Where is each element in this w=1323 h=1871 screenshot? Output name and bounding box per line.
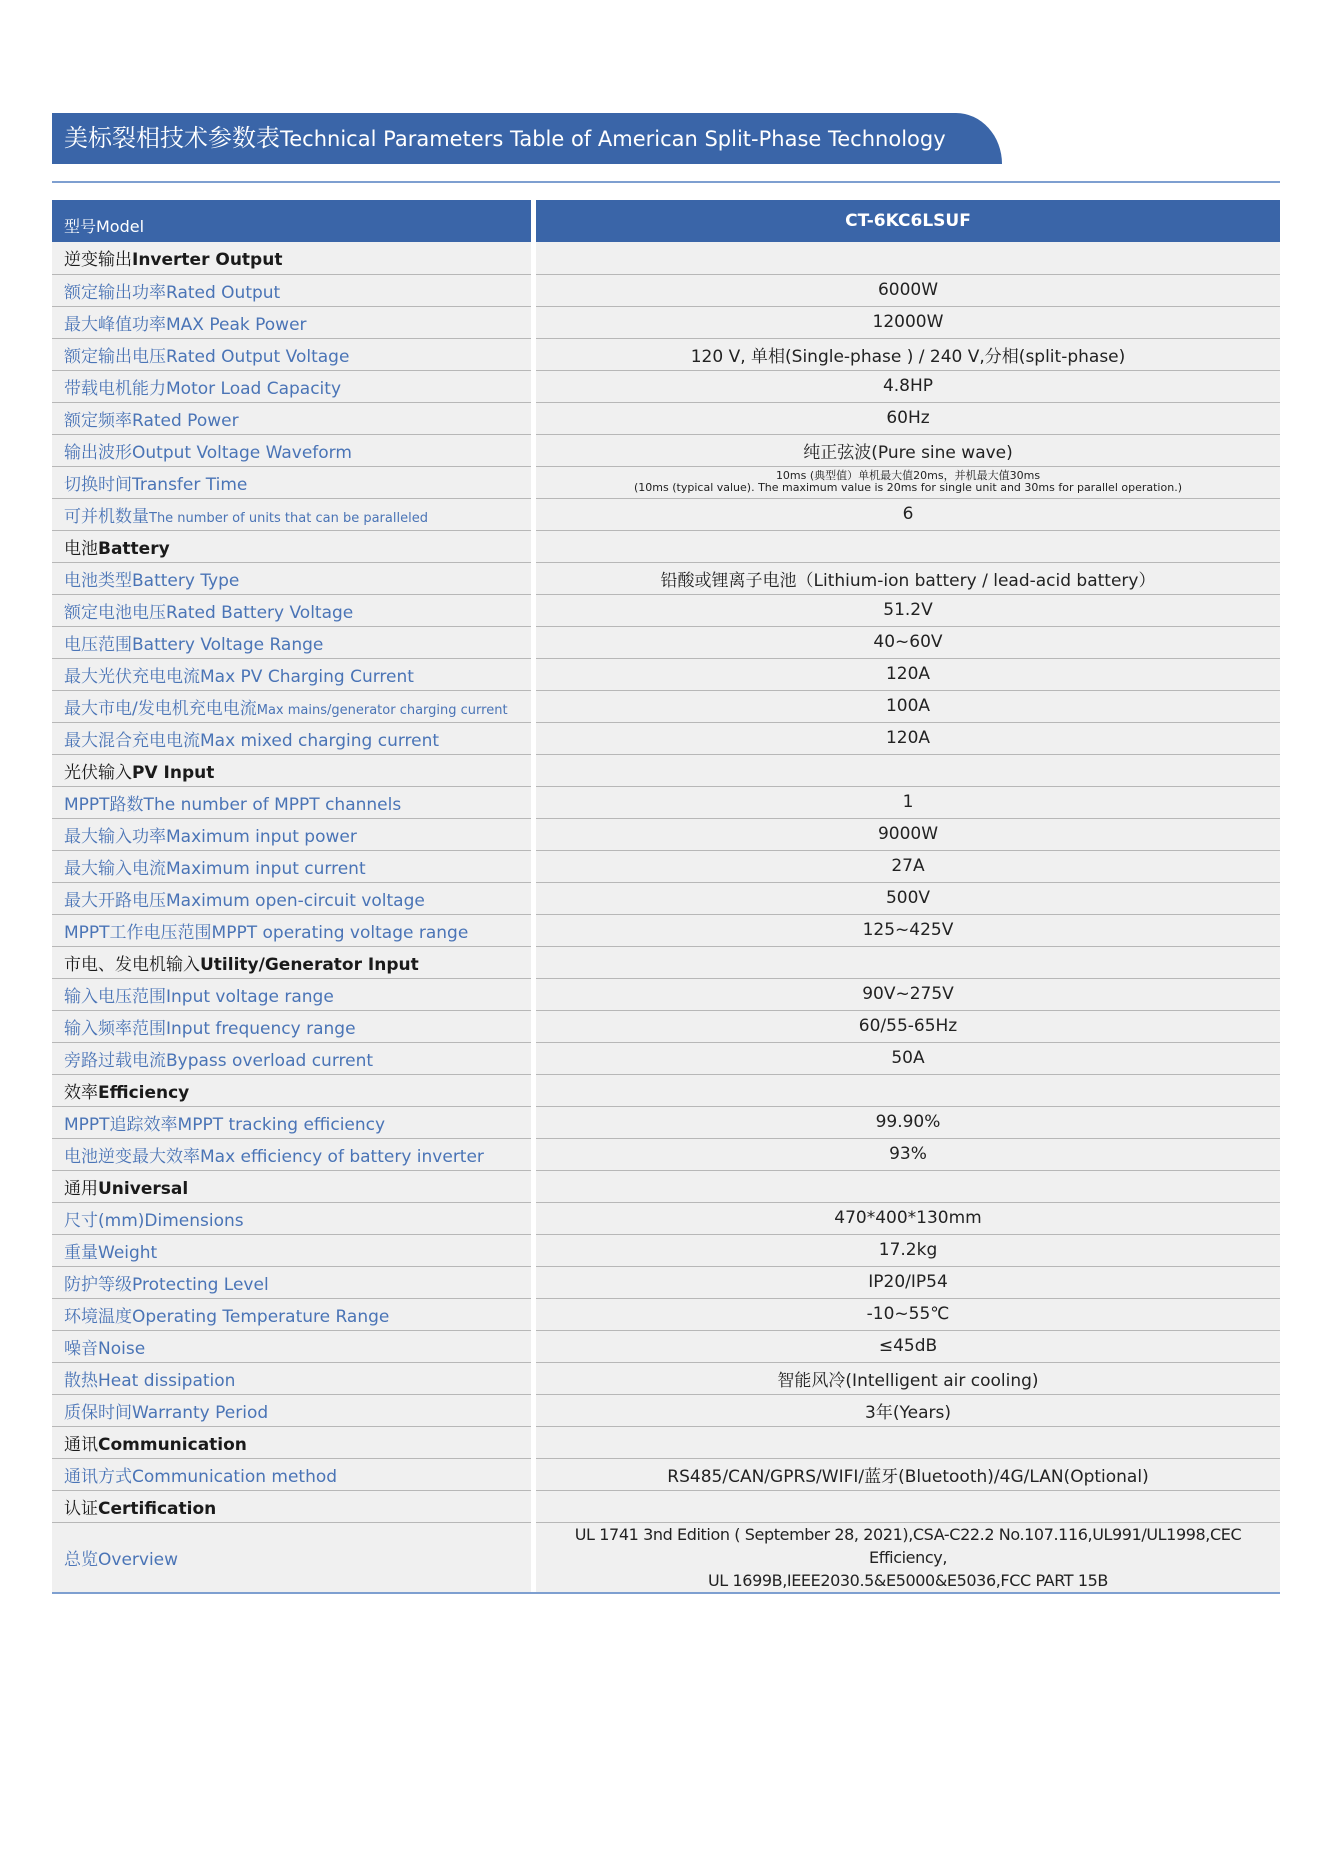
section-heading [52, 530, 531, 562]
table-row [52, 658, 1280, 690]
table-row [52, 466, 1280, 498]
row-value: 51.2V [536, 594, 1280, 626]
row-value: 3年(Years) [536, 1394, 1280, 1426]
table-row [52, 402, 1280, 434]
title-en: Technical Parameters Table of American Split-Phase Technology [280, 127, 946, 151]
row-label: 最大输入电流Maximum input current [52, 850, 531, 882]
section-heading-zh: 电池 [64, 538, 98, 559]
model-label: 型号Model [52, 200, 531, 242]
row-label-en: Max mains/generator charging current [256, 702, 508, 718]
section-heading-en: Communication [98, 1434, 247, 1455]
row-label: 输入电压范围Input voltage range [52, 978, 531, 1010]
section-heading [52, 1426, 531, 1458]
row-label: 额定输出电压Rated Output Voltage [52, 338, 531, 370]
section-heading-en: Universal [98, 1178, 189, 1199]
row-value-line2: (10ms (typical value). The maximum value is 20ms for single unit and 30ms for parallel operation.) [634, 481, 1182, 494]
section-heading-row [52, 1490, 1280, 1522]
section-heading [52, 1074, 531, 1106]
row-value: 120A [536, 658, 1280, 690]
row-label: 防护等级Protecting Level [52, 1266, 531, 1298]
section-heading-row [52, 530, 1280, 562]
row-value: 120A [536, 722, 1280, 754]
row-value: IP20/IP54 [536, 1266, 1280, 1298]
section-heading-en: Efficiency [98, 1082, 190, 1103]
table-row [52, 274, 1280, 306]
row-value: 17.2kg [536, 1234, 1280, 1266]
page-title [52, 113, 1002, 164]
row-label: 旁路过载电流Bypass overload current [52, 1042, 531, 1074]
table-row [52, 498, 1280, 530]
row-value: 智能风冷(Intelligent air cooling) [536, 1362, 1280, 1394]
section-heading-row [52, 1074, 1280, 1106]
table-row [52, 1266, 1280, 1298]
row-value-line1: 10ms (典型值）单机最大值20ms，并机最大值30ms [775, 469, 1041, 482]
section-heading-en: Battery [98, 538, 170, 559]
row-value: 6 [536, 498, 1280, 530]
row-value: 6000W [536, 274, 1280, 306]
table-row [52, 914, 1280, 946]
table-row [52, 626, 1280, 658]
table-row [52, 306, 1280, 338]
row-value: 60Hz [536, 402, 1280, 434]
section-heading-en: Certification [98, 1498, 217, 1519]
table-row [52, 786, 1280, 818]
table-row [52, 882, 1280, 914]
section-heading-zh: 效率 [64, 1082, 98, 1103]
section-heading [52, 1170, 531, 1202]
row-label-en: The number of units that can be paralleled [149, 510, 428, 526]
section-heading-zh: 逆变输出 [64, 250, 132, 271]
section-heading [52, 242, 531, 274]
row-value: 12000W [536, 306, 1280, 338]
table-row [52, 594, 1280, 626]
row-value: 27A [536, 850, 1280, 882]
model-value: CT-6KC6LSUF [536, 200, 1280, 242]
table-row [52, 690, 1280, 722]
section-heading-row [52, 946, 1280, 978]
row-label: 输入频率范围Input frequency range [52, 1010, 531, 1042]
section-heading-zh: 认证 [64, 1498, 98, 1519]
row-value: 470*400*130mm [536, 1202, 1280, 1234]
section-heading-zh: 市电、发电机输入 [64, 954, 200, 975]
section-heading-row [52, 1170, 1280, 1202]
table-row [52, 434, 1280, 466]
row-label: 重量Weight [52, 1234, 531, 1266]
row-value: 90V~275V [536, 978, 1280, 1010]
row-label-zh: 可并机数量 [64, 506, 149, 527]
section-heading [52, 754, 531, 786]
table-row [52, 1138, 1280, 1170]
row-label: 最大混合充电电流Max mixed charging current [52, 722, 531, 754]
row-label: 散热Heat dissipation [52, 1362, 531, 1394]
row-value: RS485/CAN/GPRS/WIFI/蓝牙(Bluetooth)/4G/LAN(Optional) [536, 1458, 1280, 1490]
section-heading [52, 1490, 531, 1522]
table-row [52, 1298, 1280, 1330]
row-label: 额定输出功率Rated Output [52, 274, 531, 306]
table-row [52, 338, 1280, 370]
row-value: 40~60V [536, 626, 1280, 658]
section-heading-zh: 通讯 [64, 1434, 98, 1455]
section-heading-row [52, 754, 1280, 786]
row-value: 4.8HP [536, 370, 1280, 402]
section-heading-row [52, 242, 1280, 274]
row-value-line2: UL 1699B,IEEE2030.5&E5000&E5036,FCC PART 15B [708, 1570, 1108, 1590]
row-label: MPPT路数The number of MPPT channels [52, 786, 531, 818]
row-value: 50A [536, 1042, 1280, 1074]
row-value: ≤45dB [536, 1330, 1280, 1362]
table-row [52, 722, 1280, 754]
table-row [52, 850, 1280, 882]
row-label: MPPT工作电压范围MPPT operating voltage range [52, 914, 531, 946]
row-label: 最大光伏充电电流Max PV Charging Current [52, 658, 531, 690]
row-label: 额定频率Rated Power [52, 402, 531, 434]
row-label: 电池逆变最大效率Max efficiency of battery inverter [52, 1138, 531, 1170]
row-value-line1: UL 1741 3nd Edition ( September 28, 2021),CSA-C22.2 No.107.116,UL991/UL1998,CEC Efficiency, [574, 1524, 1242, 1567]
title-zh: 美标裂相技术参数表 [64, 124, 280, 152]
row-value: 120 V, 单相(Single-phase ) / 240 V,分相(split-phase) [536, 338, 1280, 370]
table-row [52, 370, 1280, 402]
table-row [52, 1362, 1280, 1394]
row-label: 输出波形Output Voltage Waveform [52, 434, 531, 466]
row-label: 电池类型Battery Type [52, 562, 531, 594]
row-label: 额定电池电压Rated Battery Voltage [52, 594, 531, 626]
section-heading-en: Utility/Generator Input [200, 954, 419, 975]
table-row [52, 562, 1280, 594]
row-value: 100A [536, 690, 1280, 722]
table-row [52, 1202, 1280, 1234]
row-label: MPPT追踪效率MPPT tracking efficiency [52, 1106, 531, 1138]
row-label: 切换时间Transfer Time [52, 466, 531, 498]
row-label [52, 498, 531, 530]
section-heading-en: Inverter Output [132, 250, 283, 271]
section-heading-en: PV Input [132, 762, 215, 783]
row-label: 带载电机能力Motor Load Capacity [52, 370, 531, 402]
table-row [52, 1234, 1280, 1266]
row-value: 500V [536, 882, 1280, 914]
row-value: 纯正弦波(Pure sine wave) [536, 434, 1280, 466]
table-row [52, 1042, 1280, 1074]
table-header-row [52, 200, 1280, 242]
section-heading [52, 946, 531, 978]
row-label: 环境温度Operating Temperature Range [52, 1298, 531, 1330]
table-row [52, 1522, 1280, 1593]
row-value: 60/55-65Hz [536, 1010, 1280, 1042]
row-label: 质保时间Warranty Period [52, 1394, 531, 1426]
table-row [52, 1458, 1280, 1490]
row-label: 尺寸(mm)Dimensions [52, 1202, 531, 1234]
row-label: 通讯方式Communication method [52, 1458, 531, 1490]
row-value: 93% [536, 1138, 1280, 1170]
row-value [536, 1522, 1280, 1593]
row-label-zh: 最大市电/发电机充电电流 [64, 698, 257, 719]
row-label: 噪音Noise [52, 1330, 531, 1362]
row-value: 铅酸或锂离子电池（Lithium-ion battery / lead-acid battery） [536, 562, 1280, 594]
row-label: 总览Overview [52, 1522, 531, 1593]
table-row [52, 818, 1280, 850]
section-heading-zh: 光伏输入 [64, 762, 132, 783]
section-heading-row [52, 1426, 1280, 1458]
row-label [52, 690, 531, 722]
row-label: 最大峰值功率MAX Peak Power [52, 306, 531, 338]
table-row [52, 1394, 1280, 1426]
table-row [52, 1106, 1280, 1138]
row-value: 9000W [536, 818, 1280, 850]
row-value: -10~55℃ [536, 1298, 1280, 1330]
row-label: 最大开路电压Maximum open-circuit voltage [52, 882, 531, 914]
row-value: 99.90% [536, 1106, 1280, 1138]
row-value: 125~425V [536, 914, 1280, 946]
table-row [52, 1010, 1280, 1042]
title-divider [52, 181, 1280, 183]
row-label: 最大输入功率Maximum input power [52, 818, 531, 850]
parameters-table [52, 200, 1280, 1594]
section-heading-zh: 通用 [64, 1178, 98, 1199]
row-label: 电压范围Battery Voltage Range [52, 626, 531, 658]
table-row [52, 978, 1280, 1010]
table-row [52, 1330, 1280, 1362]
row-value: 1 [536, 786, 1280, 818]
row-value [536, 466, 1280, 498]
